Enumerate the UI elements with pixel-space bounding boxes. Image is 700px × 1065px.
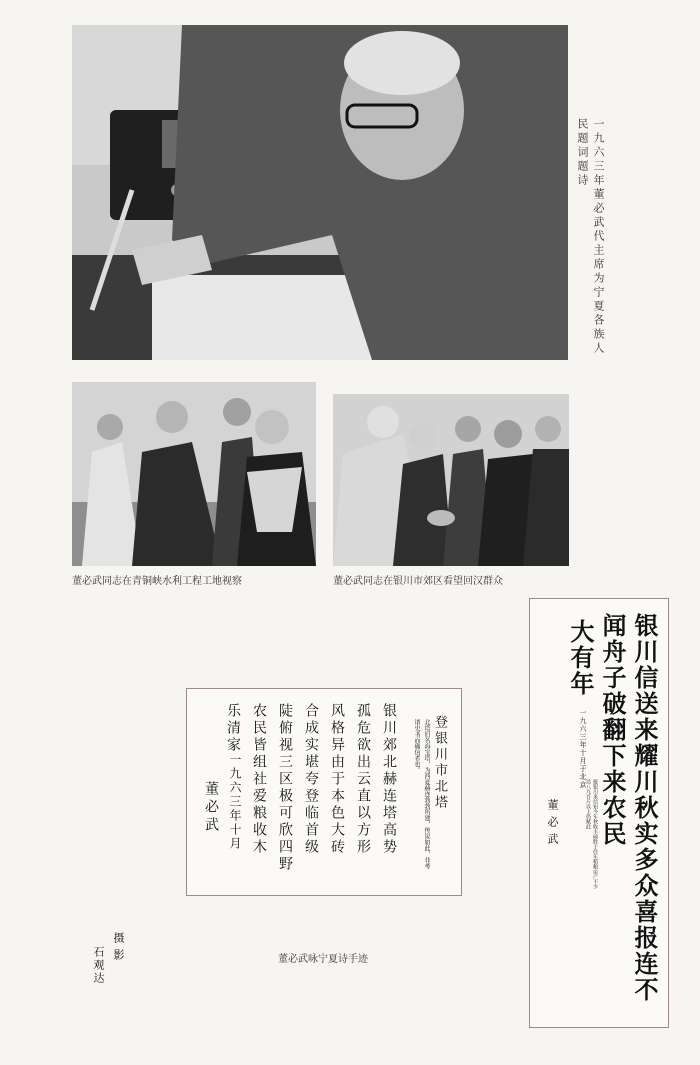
poem-line: 乐清家	[225, 703, 241, 754]
right-photo	[333, 394, 569, 566]
poem-card-caption: 董必武咏宁夏诗手迹	[278, 954, 368, 965]
right-photo-image	[333, 394, 569, 566]
left-photo	[72, 382, 316, 566]
poem-lines	[223, 703, 399, 873]
calligraphy-line: 闻舟子破翻下来农民	[598, 613, 627, 847]
calligraphy-panel	[529, 598, 669, 1028]
top-photo	[72, 25, 568, 360]
poem-title: 登银川市北塔	[432, 715, 447, 811]
poem-date: 一九六三年十月	[228, 753, 242, 851]
poem-note: 北塔旧名海宝塔，为西夏赫连勃勃所建，传说如此，非考诸史书而确信者也。	[413, 719, 430, 869]
poem-line: 农民皆组社爱粮收木	[251, 703, 267, 856]
calligraphy-date: 一九六三年十月于北京	[579, 709, 587, 789]
poem-line: 合成实堪夸登临首级	[303, 703, 319, 856]
poem-signature: 董必武	[203, 781, 219, 835]
credit-label: 摄影	[112, 932, 125, 966]
calligraphy-note: 接银川来信知今年秋收丰硕胜于往年稻粮亩产不少达八九百斤以上仍赋此	[585, 779, 598, 889]
calligraphy-signature: 董必武	[546, 799, 559, 850]
poem-line: 孤危欲出云直以方形	[355, 703, 371, 856]
photo-credit	[90, 932, 126, 985]
right-photo-caption: 董必武同志在银川市郊区看望回汉群众	[333, 576, 503, 587]
top-photo-caption: 一九六三年董必武代主席为宁夏各族人民题词题诗	[576, 118, 605, 356]
poem-card	[186, 688, 462, 896]
calligraphy-line: 银川信送来耀川秋实多众喜报连不	[630, 613, 659, 1003]
left-photo-image	[72, 382, 316, 566]
top-photo-image	[72, 25, 568, 360]
left-photo-caption: 董必武同志在青铜峡水利工程工地视察	[72, 576, 242, 587]
calligraphy-line: 大有年	[566, 619, 595, 697]
poem-line: 风格异由于本色大砖	[329, 703, 345, 856]
poem-line: 陡俯视三区极可欣四野	[277, 703, 293, 873]
credit-name: 石观达	[92, 946, 105, 985]
poem-line: 银川郊北赫连塔高势	[381, 703, 397, 856]
